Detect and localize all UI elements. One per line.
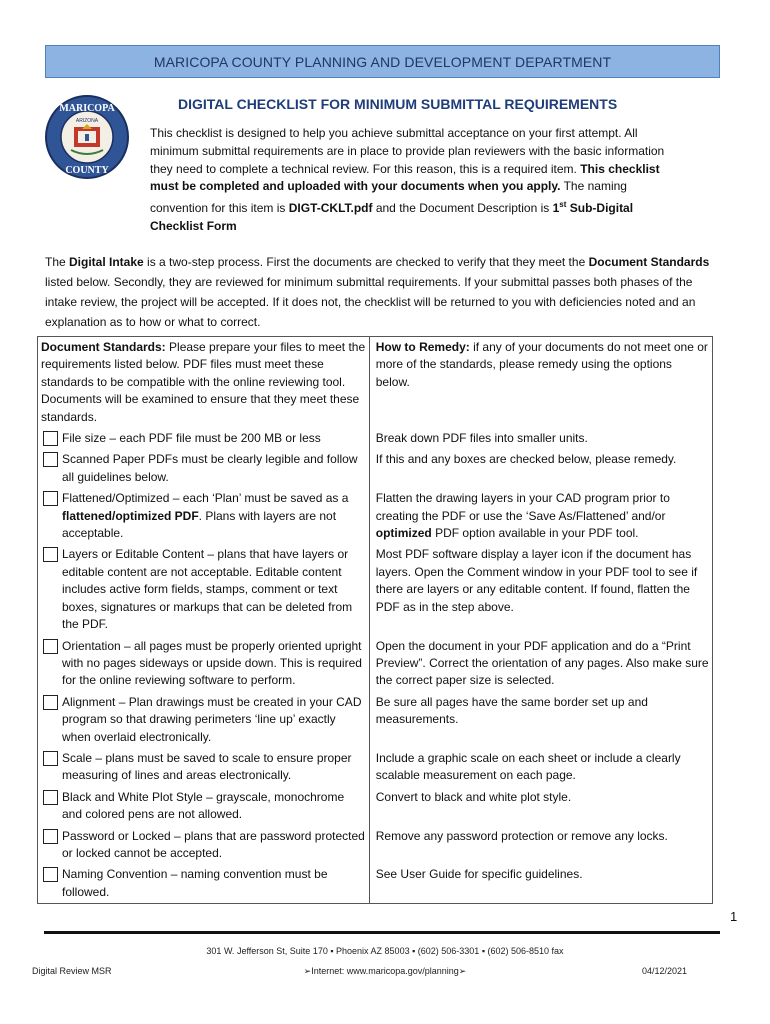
- layers-editable-checkbox[interactable]: [43, 547, 58, 562]
- table-row: [38, 826, 713, 865]
- maricopa-county-seal-icon: [44, 94, 130, 180]
- standard-text: Password or Locked – plans that are password protected or locked cannot be accepted.: [62, 828, 365, 860]
- department-banner: MARICOPA COUNTY PLANNING AND DEVELOPMENT DEPARTMENT: [45, 45, 720, 78]
- standard-text: File size – each PDF file must be 200 MB or less: [62, 431, 321, 446]
- standard-text: Orientation – all pages must be properly oriented upright with no pages sideways or upside down. This is required for the online reviewing software to perform.: [62, 638, 362, 688]
- remedy-text: Flatten the drawing layers in your CAD program prior to creating the PDF or use the ‘Save As/Flattened’ and/or optimized PDF option available in your PDF tool.: [369, 488, 712, 544]
- standard-text: Scale – plans must be saved to scale to ensure proper measuring of lines and areas electronically.: [62, 750, 352, 783]
- file-size-checkbox[interactable]: [43, 431, 58, 446]
- document-standards-header: Document Standards: Please prepare your files to meet the requirements listed below. PDF files must meet these standards to be compatible with the online reviewing tool. Documents will be examined to ensure that they meet these standards.: [38, 337, 370, 429]
- seal-text-top: MARICOPA: [59, 103, 115, 114]
- footer-address: 301 W. Jefferson St, Suite 170 ▪ Phoenix AZ 85003 ▪ (602) 506-3301 ▪ (602) 506-8510 fax: [206, 946, 564, 956]
- standard-text: Alignment – Plan drawings must be created in your CAD program so that drawing perimeters ‘line up’ exactly when overlaid electronically.: [62, 694, 362, 744]
- digital-intake-paragraph: The Digital Intake is a two-step process. First the documents are checked to verify that they meet the Document Standards listed below. Secondly, they are reviewed for minimum submittal requirements. If your submittal passes both phases of the intake review, the project will be accepted. If it does not, the checklist will be returned to you with deficiencies noted and an explanation as to how or what to correct.: [45, 255, 710, 329]
- table-row: [38, 864, 713, 903]
- remedy-text: Remove any password protection or remove any locks.: [369, 826, 712, 865]
- remedy-text: Be sure all pages have the same border set up and measurements.: [369, 692, 712, 748]
- remedy-text: Convert to black and white plot style.: [369, 787, 712, 826]
- table-header-row: [38, 337, 713, 429]
- checklist-table: [37, 336, 713, 904]
- standard-text: Flattened/Optimized – each ‘Plan’ must be saved as a flattened/optimized PDF. Plans with layers are not acceptable.: [62, 491, 349, 541]
- password-locked-checkbox[interactable]: [43, 829, 58, 844]
- table-row: [38, 488, 713, 544]
- remedy-text: Open the document in your PDF application and do a “Print Preview”. Correct the orientation of any pages. Also make sure the correct paper size is selected.: [369, 636, 712, 692]
- footer-internet: ➢Internet: www.maricopa.gov/planning➢: [303, 966, 467, 976]
- remedy-text: If this and any boxes are checked below, please remedy.: [369, 449, 712, 488]
- plot-style-checkbox[interactable]: [43, 790, 58, 805]
- table-row: [38, 428, 713, 449]
- footer-date: 04/12/2021: [642, 966, 688, 976]
- table-row: [38, 692, 713, 748]
- table-row: [38, 748, 713, 787]
- scanned-paper-checkbox[interactable]: [43, 452, 58, 467]
- flattened-optimized-checkbox[interactable]: [43, 491, 58, 506]
- table-row: [38, 787, 713, 826]
- how-to-remedy-header: How to Remedy: if any of your documents do not meet one or more of the standards, please remedy using the options below.: [369, 337, 712, 429]
- remedy-text: Break down PDF files into smaller units.: [369, 428, 712, 449]
- standard-text: Layers or Editable Content – plans that have layers or editable content are not acceptable. Editable content includes active form fields, stamps, comment or text boxes, signatures or markups that can be deleted from the PDF.: [62, 547, 353, 632]
- scale-checkbox[interactable]: [43, 751, 58, 766]
- standard-text: Black and White Plot Style – grayscale, monochrome and colored pens are not allowed.: [62, 789, 345, 822]
- table-row: [38, 544, 713, 635]
- table-row: [38, 449, 713, 488]
- seal-text-bottom: COUNTY: [65, 165, 109, 176]
- page-number: 1: [730, 909, 738, 924]
- footer-divider: [44, 931, 720, 934]
- orientation-checkbox[interactable]: [43, 639, 58, 654]
- remedy-text: See User Guide for specific guidelines.: [369, 864, 712, 903]
- naming-convention-checkbox[interactable]: [43, 867, 58, 882]
- remedy-text: Most PDF software display a layer icon if the document has layers. Open the Comment window in your PDF tool to see if there are layers or any editable content. If found, flatten the PDF as in the step above.: [369, 544, 712, 635]
- alignment-checkbox[interactable]: [43, 695, 58, 710]
- table-row: [38, 636, 713, 692]
- remedy-text: Include a graphic scale on each sheet or include a clearly scalable measurement on each page.: [369, 748, 712, 787]
- intro-paragraph: This checklist is designed to help you achieve submittal acceptance on your first attempt. All minimum submittal requirements are in place to provide plan reviewers with the basic information they need to complete a technical review. For this reason, this is a required item. This checklist must be completed and uploaded with your documents when you apply. The naming convention for this item is DIGT-CKLT.pdf and the Document Description is 1st Sub-Digital Checklist Form: [150, 126, 665, 233]
- standard-text: Scanned Paper PDFs must be clearly legible and follow all guidelines below.: [62, 452, 358, 484]
- footer-form-name: Digital Review MSR: [32, 966, 112, 976]
- document-title: DIGITAL CHECKLIST FOR MINIMUM SUBMITTAL REQUIREMENTS: [178, 96, 618, 112]
- standard-text: Naming Convention – naming convention must be followed.: [62, 867, 328, 899]
- seal-text-mid: ARIZONA: [75, 118, 99, 124]
